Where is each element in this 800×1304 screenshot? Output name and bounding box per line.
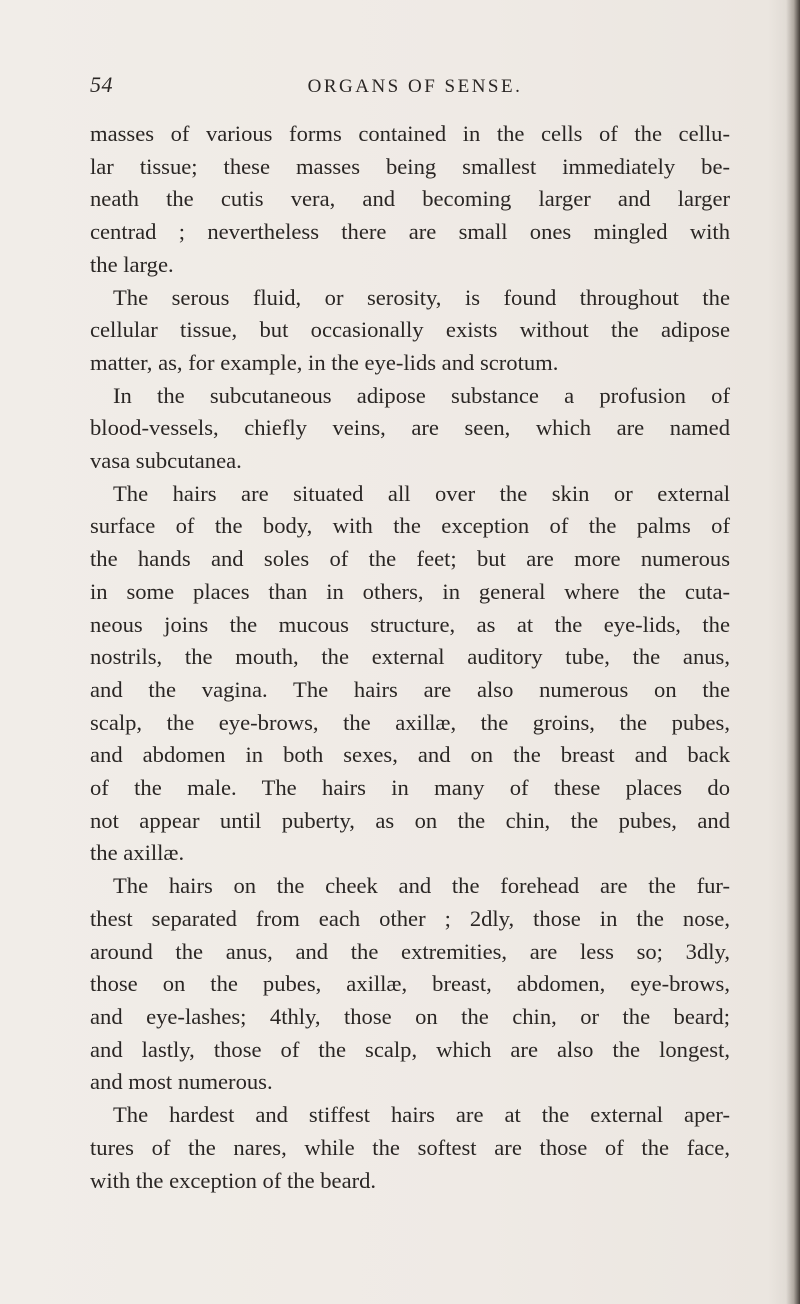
text-line: nostrils, the mouth, the external auditory tube, the anus, — [90, 644, 730, 670]
text-line: and lastly, those of the scalp, which are also the longest, — [90, 1036, 730, 1062]
text-line: lar tissue; these masses being smallest immediately be- — [90, 153, 730, 179]
body-text — [90, 118, 730, 1197]
page-number: 54 — [90, 72, 113, 97]
running-head: ORGANS OF SENSE. — [307, 76, 523, 97]
text-line: The serous fluid, or serosity, is found throughout the — [113, 284, 730, 310]
text-line: In the subcutaneous adipose substance a profusion of — [113, 382, 730, 408]
text-line: masses of various forms contained in the cells of the cellu- — [90, 121, 730, 146]
text-line: scalp, the eye-brows, the axillæ, the groins, the pubes, — [90, 709, 730, 735]
text-line: and the vagina. The hairs are also numerous on the — [90, 676, 730, 702]
paragraph — [90, 478, 730, 870]
text-line: with the exception of the beard. — [90, 1167, 377, 1193]
text-line: neous joins the mucous structure, as at the eye-lids, the — [90, 611, 730, 637]
text-line: blood-vessels, chiefly veins, are seen, which are named — [90, 415, 730, 441]
page-header — [90, 72, 730, 104]
text-line: centrad ; nevertheless there are small ones mingled with — [90, 219, 730, 245]
text-line: the axillæ. — [90, 840, 185, 866]
text-line: and eye-lashes; 4thly, those on the chin, or the beard; — [90, 1003, 730, 1029]
text-line: The hardest and stiffest hairs are at the external aper- — [113, 1102, 730, 1128]
text-line: The hairs on the cheek and the forehead are the fur- — [113, 873, 730, 899]
text-line: cellular tissue, but occasionally exists without the adipose — [90, 317, 730, 343]
text-line: The hairs are situated all over the skin or external — [113, 480, 730, 506]
text-line: around the anus, and the extremities, are less so; 3dly, — [90, 938, 730, 964]
paragraph — [90, 380, 730, 478]
text-line: neath the cutis vera, and becoming larger and larger — [90, 186, 730, 212]
text-line: surface of the body, with the exception of the palms of — [90, 513, 730, 539]
text-line: in some places than in others, in general where the cuta- — [90, 578, 730, 604]
paragraph — [90, 870, 730, 1099]
page-edge-shadow — [786, 0, 800, 1304]
paragraph — [90, 282, 730, 380]
text-line: and abdomen in both sexes, and on the breast and back — [90, 742, 730, 768]
text-line: matter, as, for example, in the eye-lids and scrotum. — [90, 349, 559, 375]
text-line: of the male. The hairs in many of these places do — [90, 775, 730, 801]
text-line: thest separated from each other ; 2dly, those in the nose, — [90, 905, 730, 931]
text-line: and most numerous. — [90, 1069, 273, 1095]
paragraph — [90, 118, 730, 282]
text-line: the large. — [90, 251, 174, 277]
text-line: the hands and soles of the feet; but are more numerous — [90, 546, 730, 572]
text-line: not appear until puberty, as on the chin, the pubes, and — [90, 807, 730, 833]
paragraph — [90, 1099, 730, 1197]
text-line: vasa subcutanea. — [90, 448, 242, 474]
text-line: tures of the nares, while the softest are those of the face, — [90, 1134, 730, 1160]
text-line: those on the pubes, axillæ, breast, abdomen, eye-brows, — [90, 971, 730, 997]
